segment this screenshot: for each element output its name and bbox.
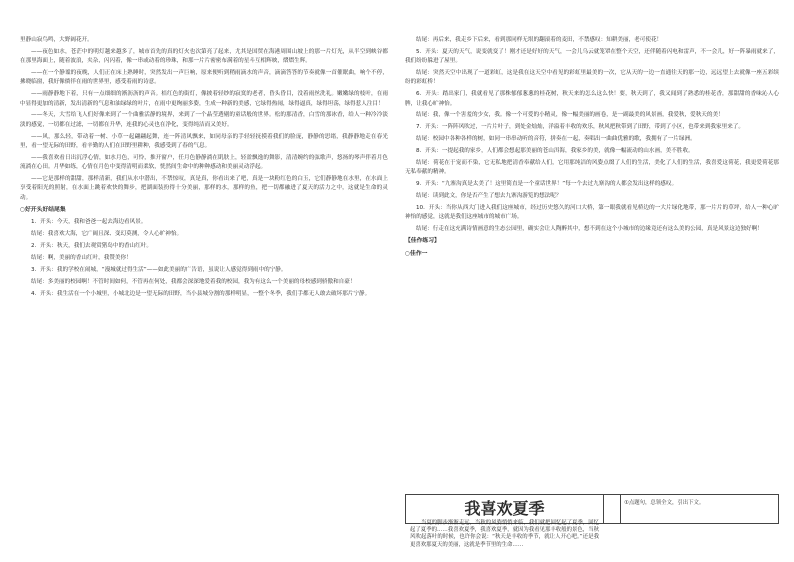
example-item: 2．开头：秋天，我们去观赏猪岛中的香山红叶。 — [31, 242, 153, 249]
essay-annotation: ①点题句，总领全文，引出下文。 — [624, 500, 705, 506]
essay-main-cell — [406, 495, 604, 548]
essay-text: 当夏的脚步渐渐走远，当秋的风姿悄悄来临，我们就把回忆起了夏季，回忆起了夏季的……我喜欢夏季，我喜欢夏季，就因为我看见那丰收般的景色，当秋风吹起落叶的时候，也许你会说：“秋天是丰收的季节，就让人开心吧。”还是我更喜欢那夏天的美丽，这就是季节里的生命…… — [410, 520, 599, 548]
essay-divider-cell — [604, 495, 621, 523]
example-item: 结尾：突然天空中出现了一道彩虹，这是我在这天空中看见的彩虹里最美的一次，它从天的一边一直通往天的那一边，远远望上去就像一座五彩缤纷的彩虹桥！ — [405, 70, 779, 86]
essay-table — [405, 494, 779, 548]
practice-section-title: 【佳作练习】 — [405, 238, 440, 245]
example-item: 结尾：行走在这充满诗情画意的生态公园里，确实会让人陶醉其中，想不到在这个小城市的边缘竟还有这么美的公园，真是风景这边独好啊！ — [416, 226, 763, 233]
example-item: 7．开头：一阵阵风吹过，一片片叶子，到处金灿灿，洋溢着丰收的欢乐，秋风把秋带到了田野，带到了小区，也带来到我家里来了。 — [416, 124, 744, 131]
left-column — [20, 36, 388, 301]
paragraph: ——冬天，大雪给飞人们好像来到了一个曲雅活静的境界，来到了一个晶莹透剔的童话般的世界。松的那清香，白雪的那冰香，给人一种冷冷淡淡的感觉，一切都在过滤，一切都在升华，连我的心灵也在净化，变得纯洁而又美好。 — [20, 112, 388, 128]
example-item: 结尾：我喜欢大海，它广阔且深、变幻莫测，令人心旷神怡。 — [31, 231, 183, 238]
paragraph: ——它是那样的甜甜，那样清新，我们从水中潜出，不禁惊叹，真是真，你看出来了吧，真是一块粉红色的白玉，它们静静地在水里，在水面上享受着阳光的照射，在水面上跳着欢快的舞步，把湖面装扮得十分美丽，那样的水，那样的鱼，把一切都融进了夏天的活力之中，这就是生命的灵动。 — [20, 176, 388, 201]
example-item: 结尾：啊，美丽的香山红叶，我赞美你！ — [31, 254, 132, 261]
paragraph: ——在一个静谧的夜晚，人们正在床上熟睡时，突然发出一声巨响，原来便听到稍雨滴水的声音，滴滴答答的节奏就像一首催眠曲，响个不停，拂晓临窗，我好像徜徉在雨的世界里，感受着雨的诗意。 — [20, 70, 388, 86]
essay-wrapper — [405, 0, 779, 562]
example-item: 结尾：读到此文，你是否产生了想去九寨沟游览的想法呢？ — [416, 193, 562, 200]
example-item: 5．开头：夏天的天气，说变就变了！刚才还是好好的天气，一会儿乌云就笼罩在整个天空，还伴随着闪电和雷声，不一会儿，好一阵暴雨就来了，我们纷纷躲进了屋里。 — [405, 48, 779, 65]
paragraph: ——夜色如水，苍茫中的明灯越来越多了，城市首先的真的灯火也次第亮了起来，尤其是国贸在海港周围山坡上的那一片灯光，从半空到峡谷都在那里海面上，随着波浪，夹杂，闪闪着，像一串或动着的珍珠，和那一片片密密布满着的星斗互相辉映，熠熠生辉。 — [20, 48, 388, 65]
example-item: 3．开头：我的学校在闹城，“漫城就过得生活”——如此美丽的广告语，虽说让人感觉得到雨中的宁静。 — [31, 266, 287, 273]
paragraph: ——雨静静地下着，只有一点细细的淅沥沥的声音。桔红色的街灯，像披着轻纱的寂寞的老者，昏头昏目，没着雨丝洗礼。嫩嫩绿的枝叶，在雨中显得更加的清新，发出清新的气息和油绿绿的叶片，在雨中更绚丽多姿，生成一种新的美感，它绿得热闹，绿得逼真，绿得坦荡，绿得惹人注目！ — [20, 91, 388, 107]
paragraph: ——我喜欢看日出沉浮心情，如水月色，可怜，推开窗户，任月色静静淌在肌肤上，轻盈飘逸的舞影，清清婉约的弦歌声，悠扬的琴声伴着月色流淌在心田。月华如练，心情在月色中变得清明而柔软，恍然间生命中的种种感动和美丽灵动浮起。 — [20, 154, 388, 171]
example-item: 10．开头：当你从西大门进入我们这座城市，经过历史悠久的河口大桥，第一眼我就看见桥边的一大片绿化地带，那一片片的草坪，给人一种心旷神怡的感觉，这就是我们这座城市的城市广场。 — [405, 204, 779, 221]
top-line: 里静山寂鸟鸣，大野阔花开。 — [20, 37, 93, 43]
essay-subtitle: ○佳作一 — [405, 250, 428, 257]
section-title: ○好开头好结尾集 — [20, 206, 66, 213]
essay-annotation-cell — [620, 495, 780, 523]
example-item: 8．开头：一提起我的家乡，人们都会想起那美丽的苍山洱海，我家乡的美，就像一幅流动的山水画，美不胜收。 — [416, 148, 694, 155]
example-item: 结尾：再后来，我走乡下后来，看到那同样无垠的翻滚着的麦田，不禁感叹：知耕美丽，老可使花！ — [416, 37, 663, 43]
paragraph: ——风，那么轻，带动着一树、小草一起翩翩起舞，连一阵清风飘来，如同母亲的手轻轻抚摸着我们的脸庞，静静的思绪，我静静地走在春光里，看一望无际的田野，看辛勤的人们在田野里耕种，我感受到了春的气息。 — [20, 133, 388, 149]
example-item: 结尾：多美丽的校园啊！不管时间如何，不管再在何处，我都会深深地爱着我的校园，我为有这么一个美丽的母校感到骄傲和自豪！ — [31, 278, 356, 285]
example-item: 6．开头：踏出家门，我就看见了那株郁郁葱葱的桂花树，秋天来的怎么这么快！要，秋天到了，我又闻到了熟悉的桂花香，那甜甜的香味沁人心脾，让我心旷神怡。 — [405, 91, 779, 107]
example-item: 9．开头：“九寨沟真是太美了！这里简直是一个童话世界！”每一个去过九寨沟的人都会发出这样的感叹。 — [416, 181, 678, 188]
essay-title: 我喜欢夏季 — [464, 499, 545, 518]
example-item: 结尾：校园中各种各样的树，如同一串串动听的音符，拼奏在一起，奏唱出一曲曲优雅的歌，我拥有了一片绿洲。 — [416, 136, 696, 143]
example-item: 结尾：我，像一个害羞的少女，我。像一个可爱的小精灵，像一幅美丽的画卷，是一副最美的风景画，我爱秋，爱秋天的美！ — [416, 112, 724, 119]
example-item: 结尾：荷花在于宠而不染，它无私地把清香奉献给人们，它用那纯洁的风姿点缀了人们的生活，美化了人们的生活，我喜爱这荷花，我更爱荷花那无私奉献的精神。 — [405, 160, 779, 176]
example-item: 1．开头：今天，我和爸爸一起去海边看风景。 — [31, 219, 147, 226]
example-item: 4．开头：我生活在一个小城里，小城北边是一望无际的田野，当小县城分割的那样明显，一整个冬季，我们手都无人敢去破坏那片宁静。 — [31, 290, 371, 297]
